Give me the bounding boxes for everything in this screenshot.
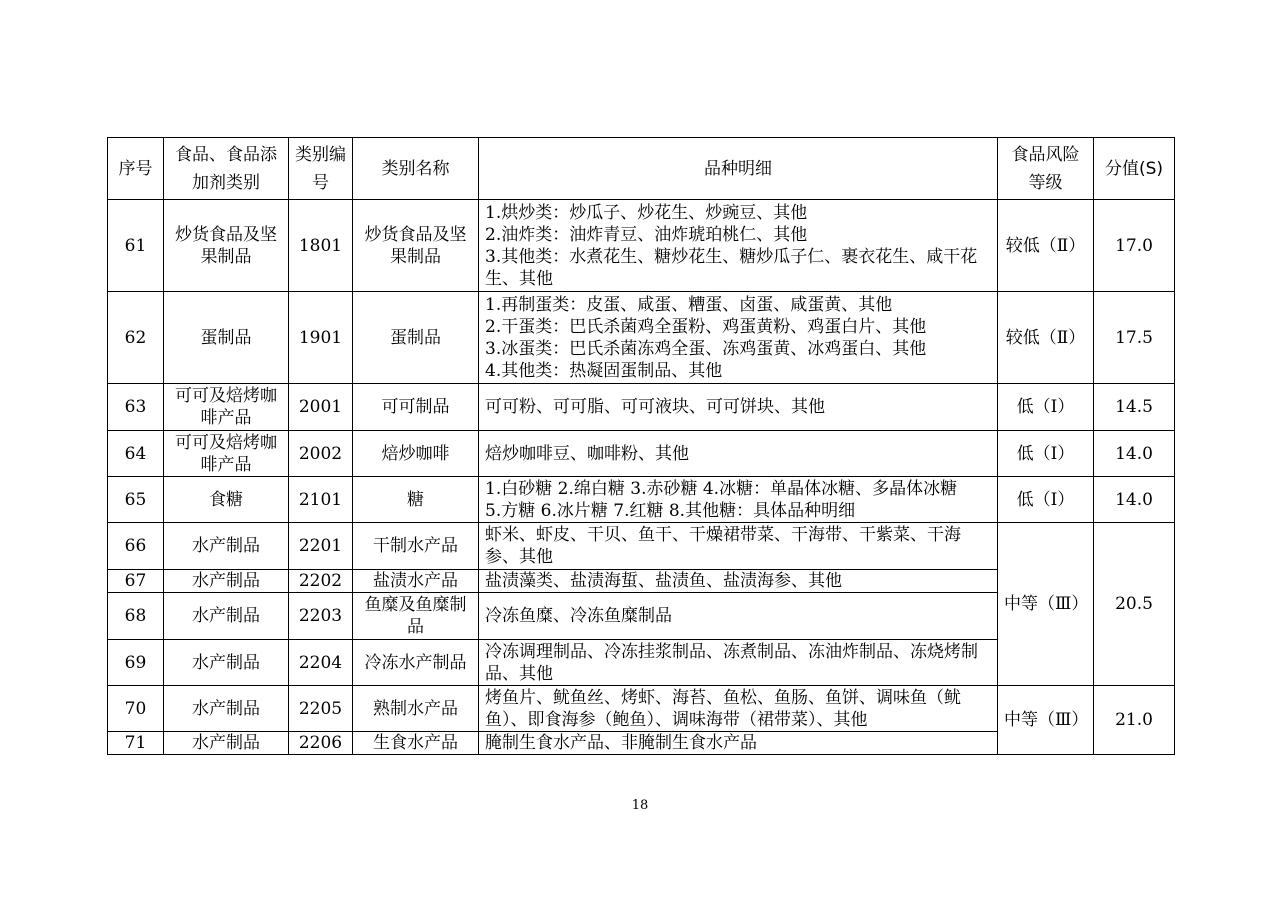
cell-category: 可可及焙烤咖啡产品 xyxy=(164,384,289,431)
cell-seq: 64 xyxy=(108,431,164,477)
cell-risk: 较低（Ⅱ） xyxy=(998,292,1094,384)
cell-code: 2204 xyxy=(289,640,353,686)
cell-category: 水产制品 xyxy=(164,523,289,570)
detail-line: 4.其他类：热凝固蛋制品、其他 xyxy=(485,360,723,381)
cell-score: 14.0 xyxy=(1094,431,1175,477)
cell-risk-merged: 中等（Ⅲ） xyxy=(998,686,1094,755)
detail-line: 1.烘炒类：炒瓜子、炒花生、炒豌豆、其他 xyxy=(485,202,808,223)
cell-name: 冷冻水产制品 xyxy=(353,640,479,686)
table-row xyxy=(108,477,1175,523)
cell-details xyxy=(479,431,998,477)
cell-category: 水产制品 xyxy=(164,686,289,732)
cell-score: 17.5 xyxy=(1094,292,1175,384)
cell-risk: 低（Ⅰ） xyxy=(998,477,1094,523)
detail-line: 盐渍藻类、盐渍海蜇、盐渍鱼、盐渍海参、其他 xyxy=(485,571,842,591)
cell-details xyxy=(479,292,998,384)
cell-category: 可可及焙烤咖啡产品 xyxy=(164,431,289,477)
food-risk-table xyxy=(107,137,1175,755)
cell-seq: 63 xyxy=(108,384,164,431)
cell-name: 鱼糜及鱼糜制品 xyxy=(353,593,479,640)
cell-score-merged: 20.5 xyxy=(1094,523,1175,686)
cell-seq: 62 xyxy=(108,292,164,384)
header-details: 品种明细 xyxy=(479,138,998,200)
cell-seq: 66 xyxy=(108,523,164,570)
cell-code: 2203 xyxy=(289,593,353,640)
detail-line: 冷冻鱼糜、冷冻鱼糜制品 xyxy=(485,606,672,626)
cell-name: 干制水产品 xyxy=(353,523,479,570)
cell-category: 食糖 xyxy=(164,477,289,523)
cell-name: 生食水产品 xyxy=(353,732,479,755)
cell-name: 炒货食品及坚果制品 xyxy=(353,200,479,292)
cell-name: 熟制水产品 xyxy=(353,686,479,732)
cell-seq: 69 xyxy=(108,640,164,686)
cell-name: 蛋制品 xyxy=(353,292,479,384)
detail-line: 2.油炸类：油炸青豆、油炸琥珀桃仁、其他 xyxy=(485,224,808,245)
table-row xyxy=(108,200,1175,292)
cell-seq: 70 xyxy=(108,686,164,732)
cell-details xyxy=(479,593,998,640)
cell-category: 蛋制品 xyxy=(164,292,289,384)
cell-name: 可可制品 xyxy=(353,384,479,431)
detail-line: 2.干蛋类：巴氏杀菌鸡全蛋粉、鸡蛋黄粉、鸡蛋白片、其他 xyxy=(485,316,927,337)
cell-risk-merged: 中等（Ⅲ） xyxy=(998,523,1094,686)
detail-line: 5.方糖 6.冰片糖 7.红糖 8.其他糖：具体品种明细 xyxy=(485,500,856,521)
cell-score-merged: 21.0 xyxy=(1094,686,1175,755)
cell-details xyxy=(479,686,998,732)
cell-category: 水产制品 xyxy=(164,593,289,640)
header-seq: 序号 xyxy=(108,138,164,200)
cell-seq: 65 xyxy=(108,477,164,523)
cell-details xyxy=(479,640,998,686)
cell-details xyxy=(479,477,998,523)
header-code: 类别编号 xyxy=(289,138,353,200)
detail-line: 1.白砂糖 2.绵白糖 3.赤砂糖 4.冰糖：单晶体冰糖、多晶体冰糖 xyxy=(485,478,958,499)
cell-code: 2206 xyxy=(289,732,353,755)
cell-details xyxy=(479,384,998,431)
table-row xyxy=(108,431,1175,477)
cell-seq: 61 xyxy=(108,200,164,292)
header-category: 食品、食品添加剂类别 xyxy=(164,138,289,200)
cell-score: 14.0 xyxy=(1094,477,1175,523)
cell-score: 17.0 xyxy=(1094,200,1175,292)
cell-risk: 较低（Ⅱ） xyxy=(998,200,1094,292)
table-row xyxy=(108,686,1175,732)
detail-line: 焙炒咖啡豆、咖啡粉、其他 xyxy=(485,443,689,464)
cell-code: 1901 xyxy=(289,292,353,384)
table-row xyxy=(108,523,1175,570)
table-row xyxy=(108,384,1175,431)
cell-seq: 71 xyxy=(108,732,164,755)
cell-category: 水产制品 xyxy=(164,640,289,686)
detail-line: 腌制生食水产品、非腌制生食水产品 xyxy=(485,733,757,753)
detail-line: 烤鱼片、鱿鱼丝、烤虾、海苔、鱼松、鱼肠、鱼饼、调味鱼（鱿鱼）、即食海参（鲍鱼）、调味海带（裙带菜）、其他 xyxy=(485,687,961,730)
cell-seq: 68 xyxy=(108,593,164,640)
cell-code: 2202 xyxy=(289,570,353,593)
cell-category: 水产制品 xyxy=(164,570,289,593)
header-score: 分值(S) xyxy=(1094,138,1175,200)
cell-name: 盐渍水产品 xyxy=(353,570,479,593)
cell-code: 2001 xyxy=(289,384,353,431)
table-row xyxy=(108,292,1175,384)
detail-line: 虾米、虾皮、干贝、鱼干、干燥裙带菜、干海带、干紫菜、干海参、其他 xyxy=(485,525,961,567)
page-number: 18 xyxy=(631,798,649,813)
cell-seq: 67 xyxy=(108,570,164,593)
cell-risk: 低（Ⅰ） xyxy=(998,384,1094,431)
cell-category: 水产制品 xyxy=(164,732,289,755)
cell-code: 2101 xyxy=(289,477,353,523)
cell-score: 14.5 xyxy=(1094,384,1175,431)
detail-line: 冷冻调理制品、冷冻挂浆制品、冻煮制品、冻油炸制品、冻烧烤制品、其他 xyxy=(485,641,978,684)
cell-code: 2002 xyxy=(289,431,353,477)
cell-risk: 低（Ⅰ） xyxy=(998,431,1094,477)
cell-name: 焙炒咖啡 xyxy=(353,431,479,477)
detail-line: 1.再制蛋类：皮蛋、咸蛋、糟蛋、卤蛋、咸蛋黄、其他 xyxy=(485,294,893,315)
cell-details xyxy=(479,523,998,570)
cell-category: 炒货食品及坚果制品 xyxy=(164,200,289,292)
detail-line: 3.其他类：水煮花生、糖炒花生、糖炒瓜子仁、裹衣花生、咸干花生、其他 xyxy=(485,246,978,289)
cell-code: 1801 xyxy=(289,200,353,292)
table-header-row xyxy=(108,138,1175,200)
cell-name: 糖 xyxy=(353,477,479,523)
cell-code: 2201 xyxy=(289,523,353,570)
detail-line: 可可粉、可可脂、可可液块、可可饼块、其他 xyxy=(485,397,825,417)
cell-code: 2205 xyxy=(289,686,353,732)
cell-details xyxy=(479,200,998,292)
header-risk: 食品风险等级 xyxy=(998,138,1094,200)
cell-details xyxy=(479,732,998,755)
header-name: 类别名称 xyxy=(353,138,479,200)
cell-details xyxy=(479,570,998,593)
detail-line: 3.冰蛋类：巴氏杀菌冻鸡全蛋、冻鸡蛋黄、冰鸡蛋白、其他 xyxy=(485,338,927,359)
